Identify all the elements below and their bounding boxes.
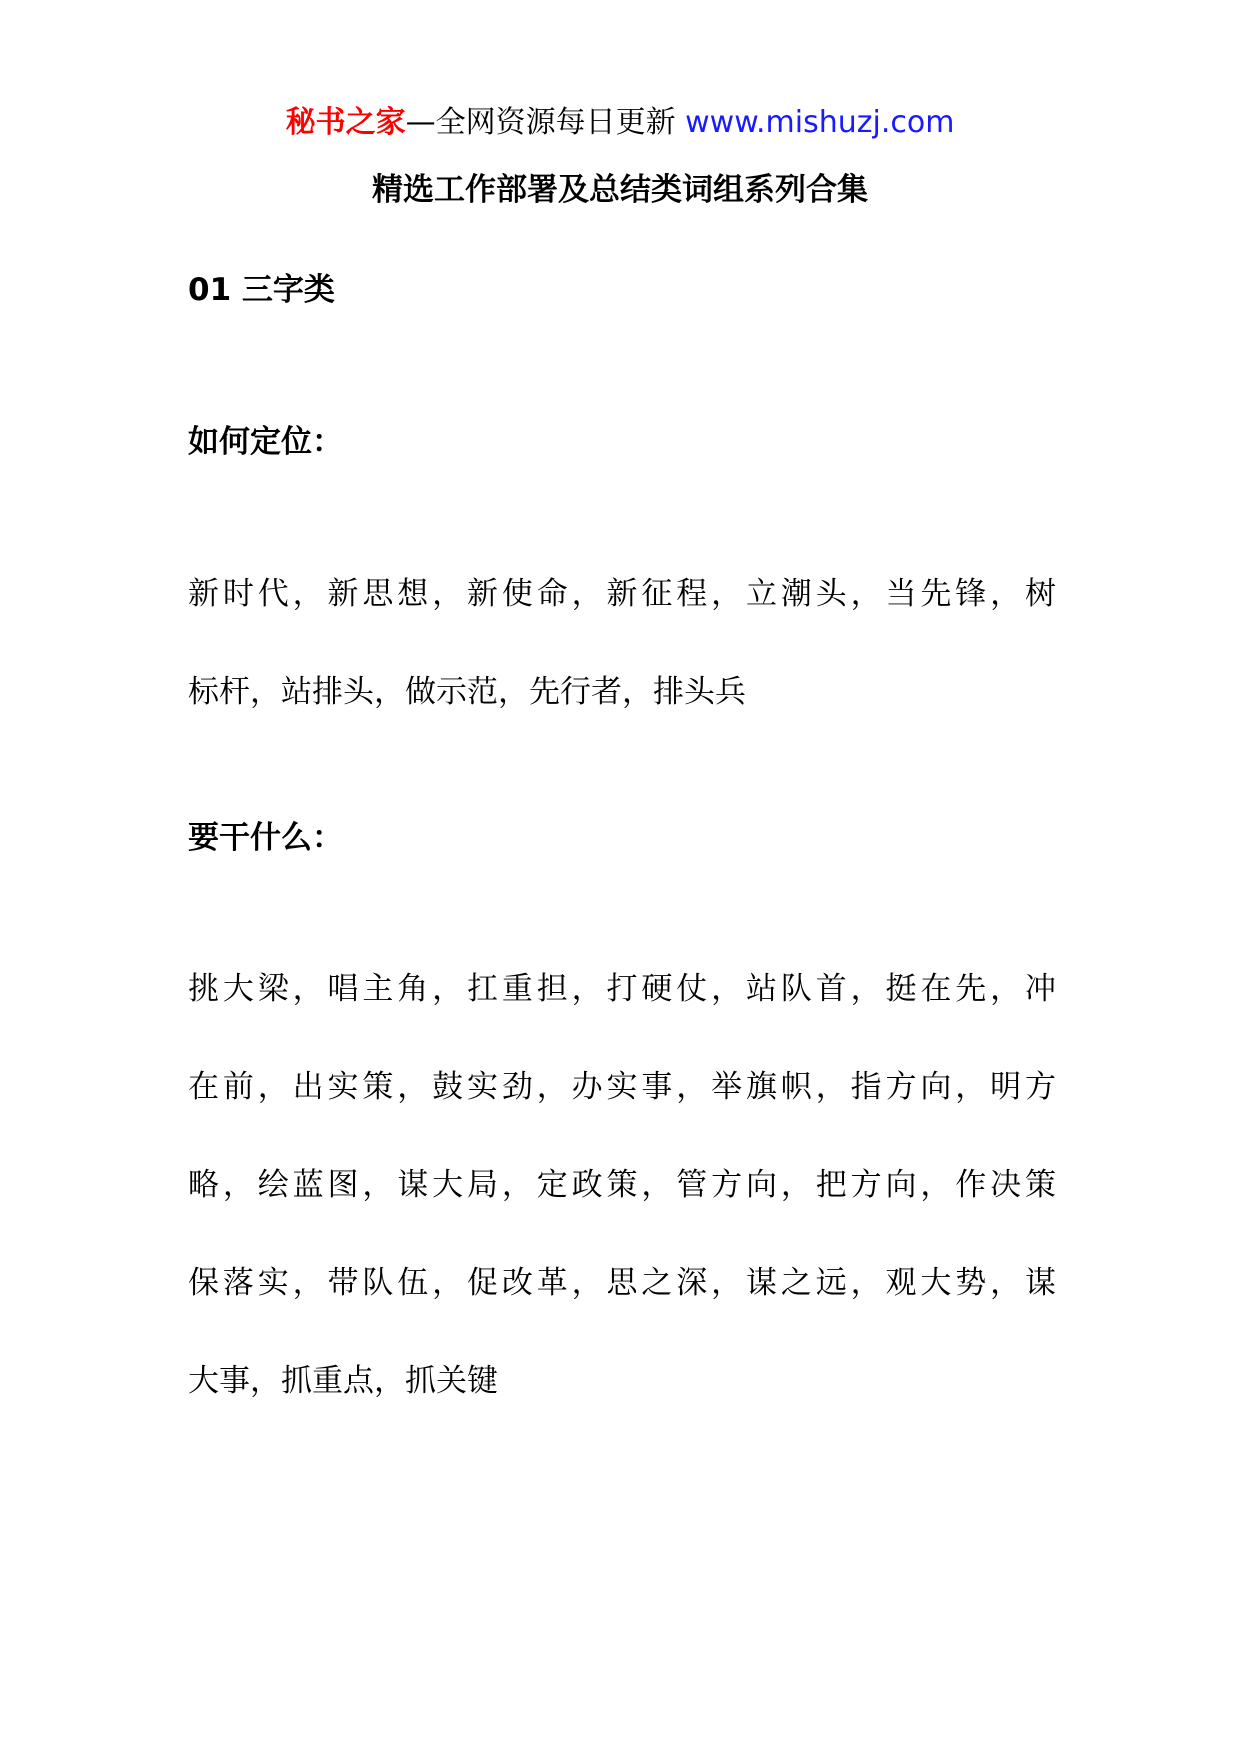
brand-name: 秘书之家 — [285, 105, 406, 140]
paragraph-line: 大事，抓重点，抓关键 — [188, 1363, 498, 1399]
document-title: 精选工作部署及总结类词组系列合集 — [372, 172, 868, 208]
group-heading-actions: 要干什么： — [188, 820, 343, 856]
header-tagline: —全网资源每日更新 — [405, 105, 676, 140]
paragraph-line: 新时代，新思想，新使命，新征程，立潮头，当先锋，树 — [188, 576, 1056, 612]
paragraph-line: 标杆，站排头，做示范，先行者，排头兵 — [188, 674, 746, 710]
section-heading: 01 三字类 — [188, 272, 335, 308]
group-heading-positioning: 如何定位： — [188, 424, 343, 460]
paragraph-line: 挑大梁，唱主角，扛重担，打硬仗，站队首，挺在先，冲 — [188, 971, 1056, 1007]
site-url-link[interactable]: www.mishuzj.com — [685, 105, 955, 140]
paragraph-line: 略，绘蓝图，谋大局，定政策，管方向，把方向，作决策 — [188, 1167, 1056, 1203]
paragraph-line: 在前，出实策，鼓实劲，办实事，举旗帜，指方向，明方 — [188, 1069, 1056, 1105]
paragraph-actions — [188, 940, 1056, 1430]
paragraph-line: 保落实，带队伍，促改革，思之深，谋之远，观大势，谋 — [188, 1265, 1056, 1301]
paragraph-positioning — [188, 545, 1056, 741]
site-header — [0, 103, 1240, 143]
